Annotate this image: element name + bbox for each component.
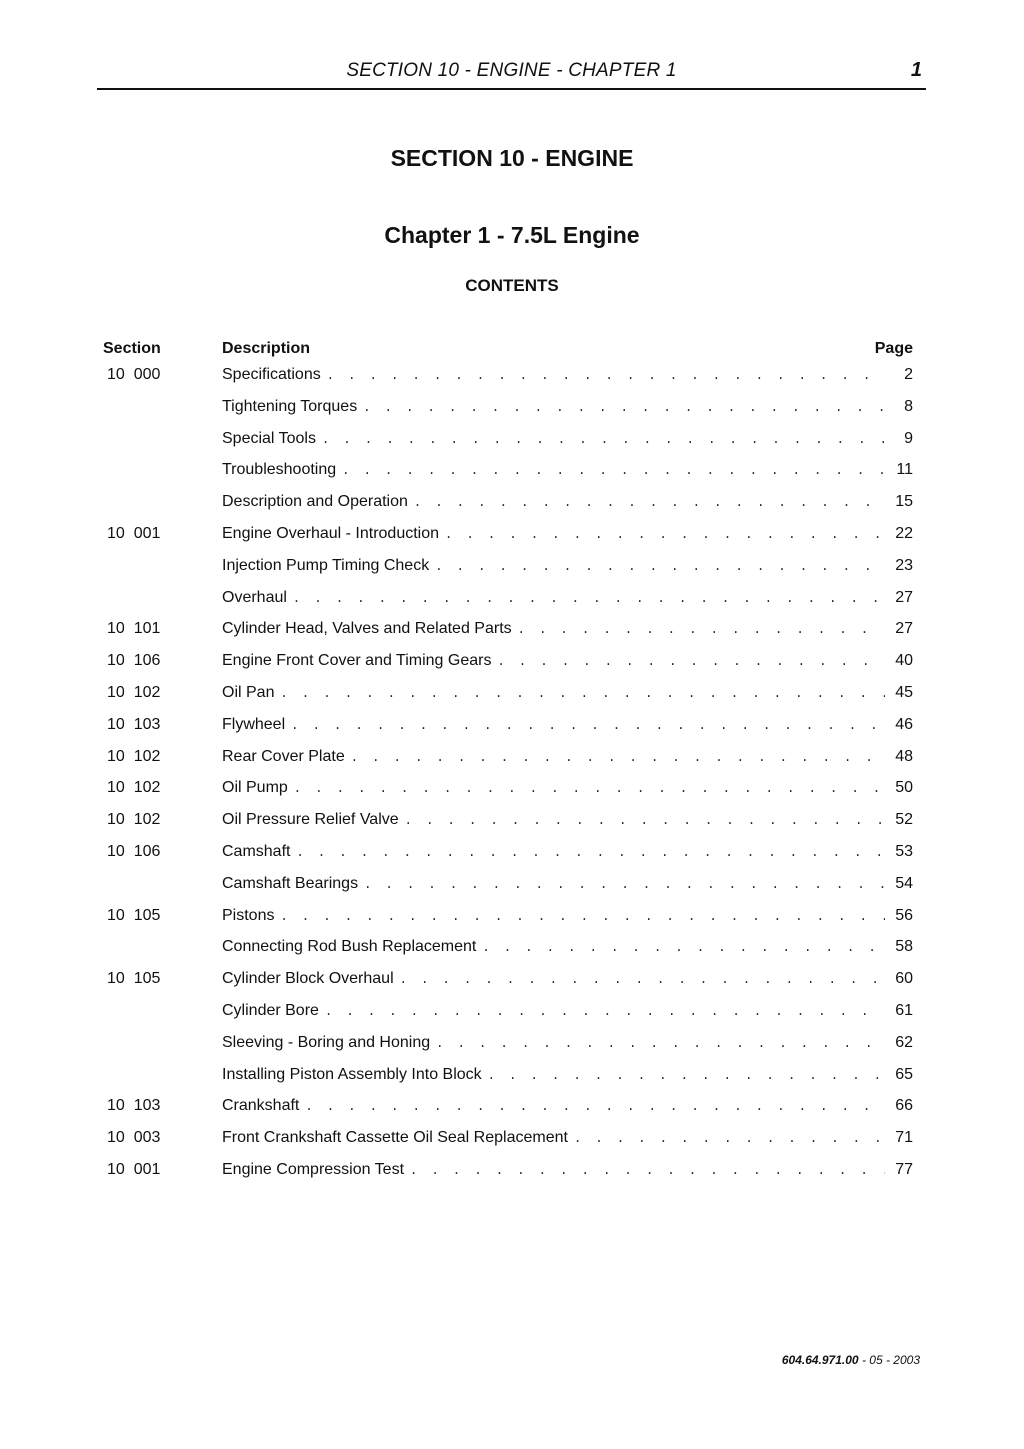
toc-entry-page: 23 — [895, 556, 913, 574]
toc-entry-description: Camshaft Bearings — [222, 874, 359, 892]
toc-entry-description: Oil Pump — [222, 779, 288, 797]
toc-dot-leader — [414, 495, 885, 509]
toc-entry-section: 10 102 — [107, 683, 161, 701]
toc-entry-line — [222, 1034, 913, 1052]
toc-entry — [0, 616, 1024, 648]
toc-dot-leader — [296, 845, 885, 859]
toc-entry-line — [222, 589, 913, 607]
toc-dot-leader — [325, 1004, 885, 1018]
toc-entry-description: Crankshaft — [222, 1097, 300, 1115]
toc-entry-line — [222, 748, 913, 766]
toc-entry-description: Installing Piston Assembly Into Block — [222, 1065, 482, 1083]
running-header — [97, 58, 926, 90]
toc-header-description: Description — [222, 340, 311, 357]
toc-dot-leader — [327, 368, 885, 382]
toc-entry-line — [222, 907, 913, 925]
toc-entry — [0, 362, 1024, 394]
toc-entry-description: Pistons — [222, 906, 275, 924]
toc-dot-leader — [363, 400, 885, 414]
toc-entry — [0, 903, 1024, 935]
toc-entry-description: Engine Overhaul - Introduction — [222, 524, 440, 542]
toc-entry-page: 56 — [895, 906, 913, 924]
toc-entry — [0, 553, 1024, 585]
toc-entry-description: Oil Pan — [222, 683, 275, 701]
chapter-title: Chapter 1 - 7.5L Engine — [384, 222, 640, 248]
toc-entry-section: 10 102 — [107, 779, 161, 797]
toc-entry-page: 60 — [895, 970, 913, 988]
toc-entry-section: 10 103 — [107, 1097, 161, 1115]
toc-entry-page: 2 — [904, 366, 913, 383]
toc-entry-description: Flywheel — [222, 715, 286, 733]
toc-entry — [0, 1093, 1024, 1125]
toc-dot-leader — [488, 1068, 885, 1082]
toc-entry-line — [222, 430, 913, 448]
toc-entry — [0, 489, 1024, 521]
toc-entry — [0, 521, 1024, 553]
toc-dot-leader — [436, 1036, 885, 1050]
toc-entry-section: 10 105 — [107, 906, 161, 924]
toc-entry-section: 10 001 — [107, 524, 161, 542]
toc-entry — [0, 871, 1024, 903]
toc-entry-section: 10 106 — [107, 842, 161, 860]
toc-entry — [0, 998, 1024, 1030]
toc-entry — [0, 775, 1024, 807]
toc-entry — [0, 1030, 1024, 1062]
toc-entry-line — [222, 366, 913, 384]
toc-entry-page: 48 — [895, 747, 913, 765]
toc-entry-page: 27 — [895, 588, 913, 606]
toc-dot-leader — [482, 940, 885, 954]
toc-entry-page: 8 — [904, 397, 913, 415]
page-number: 1 — [910, 59, 922, 81]
toc-entry-description: Sleeving - Boring and Honing — [222, 1033, 431, 1051]
toc-dot-leader — [280, 686, 885, 700]
toc-entry — [0, 839, 1024, 871]
toc-entry — [0, 457, 1024, 489]
toc-entry-page: 52 — [895, 811, 913, 829]
toc-dot-leader — [280, 909, 885, 923]
toc-entry-section: 10 101 — [107, 620, 161, 638]
toc-entry-page: 53 — [895, 842, 913, 860]
toc-entry-section: 10 105 — [107, 970, 161, 988]
toc-entry-section: 10 003 — [107, 1129, 161, 1147]
toc-entry-page: 66 — [895, 1097, 913, 1115]
toc-entry-line — [222, 525, 913, 543]
toc-dot-leader — [364, 877, 885, 891]
toc-entry-description: Connecting Rod Bush Replacement — [222, 938, 477, 956]
contents-heading: CONTENTS — [465, 276, 559, 295]
toc-entry-page: 9 — [904, 429, 913, 447]
toc-entry-description: Tightening Torques — [222, 397, 358, 415]
toc-entry-page: 77 — [895, 1160, 913, 1178]
footer — [782, 1353, 920, 1367]
toc-entry — [0, 1125, 1024, 1157]
toc-entry-description: Injection Pump Timing Check — [222, 556, 430, 574]
toc-entry-line — [222, 779, 913, 797]
running-header-title: SECTION 10 - ENGINE - CHAPTER 1 — [346, 60, 677, 81]
toc-dot-leader — [445, 527, 885, 541]
toc-dot-leader — [435, 559, 885, 573]
toc-dot-leader — [342, 463, 885, 477]
toc-entry-line — [222, 843, 913, 861]
toc-entry-line — [222, 1002, 913, 1020]
toc-entry-line — [222, 620, 913, 638]
toc-dot-leader — [518, 622, 885, 636]
toc-entry-page: 54 — [895, 874, 913, 892]
toc-entry-section: 10 001 — [107, 1160, 161, 1178]
toc-entry-line — [222, 1161, 913, 1179]
toc-entry-page: 11 — [896, 461, 913, 479]
toc-entry — [0, 966, 1024, 998]
toc-entry-line — [222, 684, 913, 702]
toc-entry-page: 71 — [895, 1129, 913, 1147]
toc-entry-description: Description and Operation — [222, 493, 408, 511]
toc-entry — [0, 807, 1024, 839]
toc-header-section: Section — [103, 340, 161, 357]
toc-entry-description: Rear Cover Plate — [222, 747, 345, 765]
toc-dot-leader — [294, 781, 885, 795]
toc-entry-page: 46 — [895, 715, 913, 733]
toc-entry — [0, 1062, 1024, 1094]
toc-entry-line — [222, 970, 913, 988]
toc-entry — [0, 934, 1024, 966]
toc-entry-description: Engine Front Cover and Timing Gears — [222, 652, 492, 670]
toc-entry-page: 50 — [895, 779, 913, 797]
toc-entry-page: 62 — [895, 1033, 913, 1051]
toc-header-row — [0, 338, 1024, 362]
toc-entry-line — [222, 1129, 913, 1147]
section-title: SECTION 10 - ENGINE — [390, 145, 634, 171]
toc-dot-leader — [351, 750, 885, 764]
toc-entry-description: Specifications — [222, 366, 321, 383]
toc-entry-page: 61 — [895, 1001, 913, 1019]
toc-entry-description: Cylinder Bore — [222, 1001, 319, 1019]
toc-entry-page: 40 — [895, 652, 913, 670]
toc-dot-leader — [405, 813, 885, 827]
table-of-contents — [0, 338, 1024, 1189]
toc-dot-leader — [497, 654, 885, 668]
publication-date: 05 - 2003 — [869, 1353, 920, 1367]
toc-dot-leader — [400, 972, 885, 986]
toc-entry-page: 45 — [895, 683, 913, 701]
toc-dot-leader — [293, 591, 885, 605]
toc-entry-section: 10 000 — [107, 366, 161, 383]
toc-entry-description: Overhaul — [222, 588, 287, 606]
toc-entry-page: 58 — [895, 938, 913, 956]
toc-entry-description: Oil Pressure Relief Valve — [222, 811, 399, 829]
toc-entry-section: 10 102 — [107, 811, 161, 829]
toc-entry-line — [222, 938, 913, 956]
toc-entry-page: 65 — [895, 1065, 913, 1083]
toc-entry-line — [222, 811, 913, 829]
toc-entry — [0, 712, 1024, 744]
toc-entry-description: Cylinder Block Overhaul — [222, 970, 394, 988]
toc-entry — [0, 648, 1024, 680]
toc-entry — [0, 394, 1024, 426]
toc-entry-line — [222, 398, 913, 416]
toc-rows — [0, 362, 1024, 1189]
toc-entry-page: 27 — [895, 620, 913, 638]
toc-entry — [0, 680, 1024, 712]
toc-entry-description: Engine Compression Test — [222, 1160, 405, 1178]
toc-entry — [0, 426, 1024, 458]
toc-entry-section: 10 102 — [107, 747, 161, 765]
toc-dot-leader — [410, 1163, 885, 1177]
toc-entry-line — [222, 1066, 913, 1084]
toc-entry — [0, 585, 1024, 617]
document-code: 604.64.971.00 — [781, 1353, 859, 1367]
toc-entry-description: Troubleshooting — [222, 461, 337, 479]
toc-entry-description: Cylinder Head, Valves and Related Parts — [222, 620, 512, 638]
toc-entry — [0, 744, 1024, 776]
toc-entry-line — [222, 557, 913, 575]
toc-entry — [0, 1157, 1024, 1189]
toc-entry-line — [222, 1097, 913, 1115]
toc-dot-leader — [322, 432, 885, 446]
toc-entry-line — [222, 875, 913, 893]
toc-entry-page: 15 — [895, 493, 913, 511]
toc-entry-description: Camshaft — [222, 842, 291, 860]
toc-header-page: Page — [874, 340, 913, 357]
toc-entry-line — [222, 461, 913, 479]
toc-entry-line — [222, 652, 913, 670]
toc-dot-leader — [305, 1099, 885, 1113]
toc-entry-line — [222, 716, 913, 734]
toc-entry-description: Front Crankshaft Cassette Oil Seal Replacement — [222, 1129, 568, 1147]
toc-entry-page: 22 — [895, 524, 913, 542]
toc-entry-section: 10 103 — [107, 715, 161, 733]
toc-entry-line — [222, 493, 913, 511]
toc-dot-leader — [574, 1131, 885, 1145]
toc-entry-section: 10 106 — [107, 652, 161, 670]
toc-dot-leader — [291, 718, 885, 732]
toc-entry-description: Special Tools — [222, 429, 316, 447]
footer-separator: - — [861, 1353, 866, 1367]
